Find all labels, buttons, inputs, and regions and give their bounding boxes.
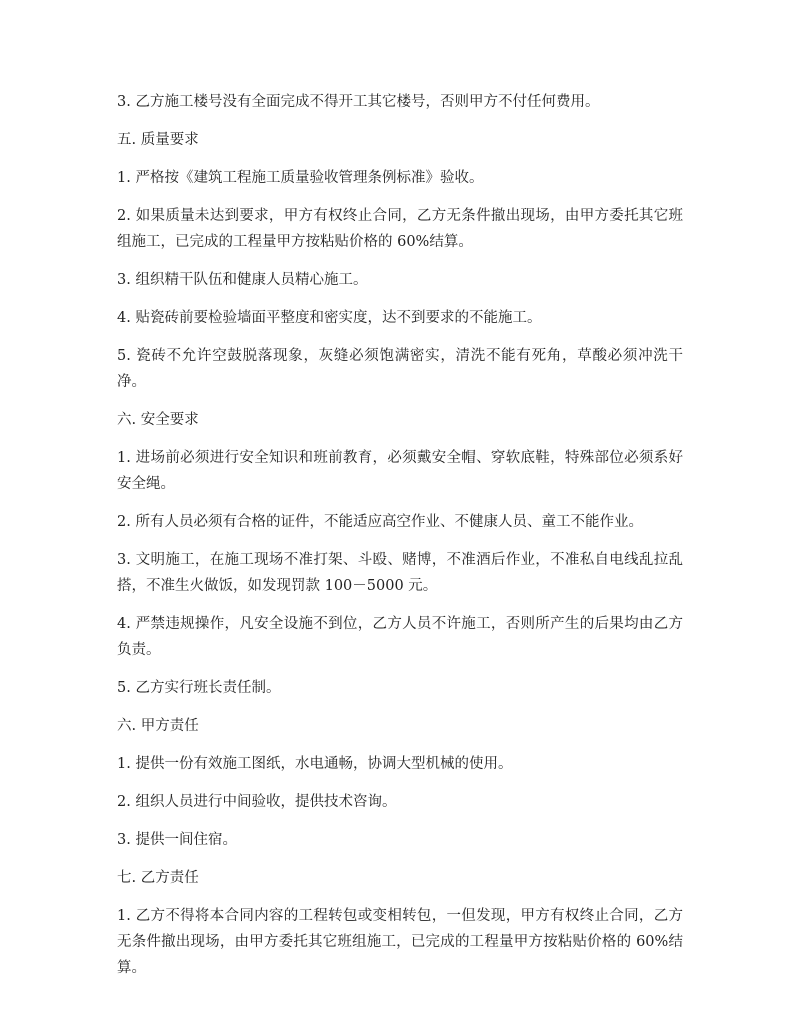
party-a-clause-3: 3. 提供一间住宿。 — [117, 832, 237, 848]
quality-clause-1: 1. 严格按《建筑工程施工质量验收管理条例标准》验收。 — [117, 170, 484, 186]
clause-3-building-completion: 3. 乙方施工楼号没有全面完成不得开工其它楼号，否则甲方不付任何费用。 — [117, 94, 600, 110]
section-heading-safety: 六. 安全要求 — [117, 412, 199, 428]
quality-clause-5: 5. 瓷砖不允许空鼓脱落现象，灰缝必须饱满密实，清洗不能有死角，草酸必须冲洗干净。 — [117, 348, 683, 390]
party-a-clause-2: 2. 组织人员进行中间验收，提供技术咨询。 — [117, 794, 397, 810]
document-body — [117, 89, 683, 993]
safety-clause-1: 1. 进场前必须进行安全知识和班前教育，必须戴安全帽、穿软底鞋，特殊部位必须系好安全绳。 — [117, 450, 683, 492]
party-b-clause-1: 1. 乙方不得将本合同内容的工程转包或变相转包，一但发现，甲方有权终止合同，乙方无条件撤出现场，由甲方委托其它班组施工，已完成的工程量甲方按粘贴价格的 60%结算。 — [117, 908, 683, 976]
section-heading-party-b: 七. 乙方责任 — [117, 870, 199, 886]
quality-clause-3: 3. 组织精干队伍和健康人员精心施工。 — [117, 272, 368, 288]
safety-clause-3: 3. 文明施工，在施工现场不准打架、斗殴、赌博，不准酒后作业，不准私自电线乱拉乱搭，不准生火做饭，如发现罚款 100－5000 元。 — [117, 552, 683, 594]
party-a-clause-1: 1. 提供一份有效施工图纸，水电通畅，协调大型机械的使用。 — [117, 756, 513, 772]
safety-clause-5: 5. 乙方实行班长责任制。 — [117, 680, 281, 696]
quality-clause-2: 2. 如果质量未达到要求，甲方有权终止合同，乙方无条件撤出现场，由甲方委托其它班组施工，已完成的工程量甲方按粘贴价格的 60%结算。 — [117, 208, 683, 250]
section-heading-quality: 五. 质量要求 — [117, 132, 199, 148]
quality-clause-4: 4. 贴瓷砖前要检验墙面平整度和密实度，达不到要求的不能施工。 — [117, 310, 542, 326]
safety-clause-2: 2. 所有人员必须有合格的证件，不能适应高空作业、不健康人员、童工不能作业。 — [117, 514, 643, 530]
section-heading-party-a: 六. 甲方责任 — [117, 718, 199, 734]
safety-clause-4: 4. 严禁违规操作，凡安全设施不到位，乙方人员不许施工，否则所产生的后果均由乙方负责。 — [117, 616, 683, 658]
